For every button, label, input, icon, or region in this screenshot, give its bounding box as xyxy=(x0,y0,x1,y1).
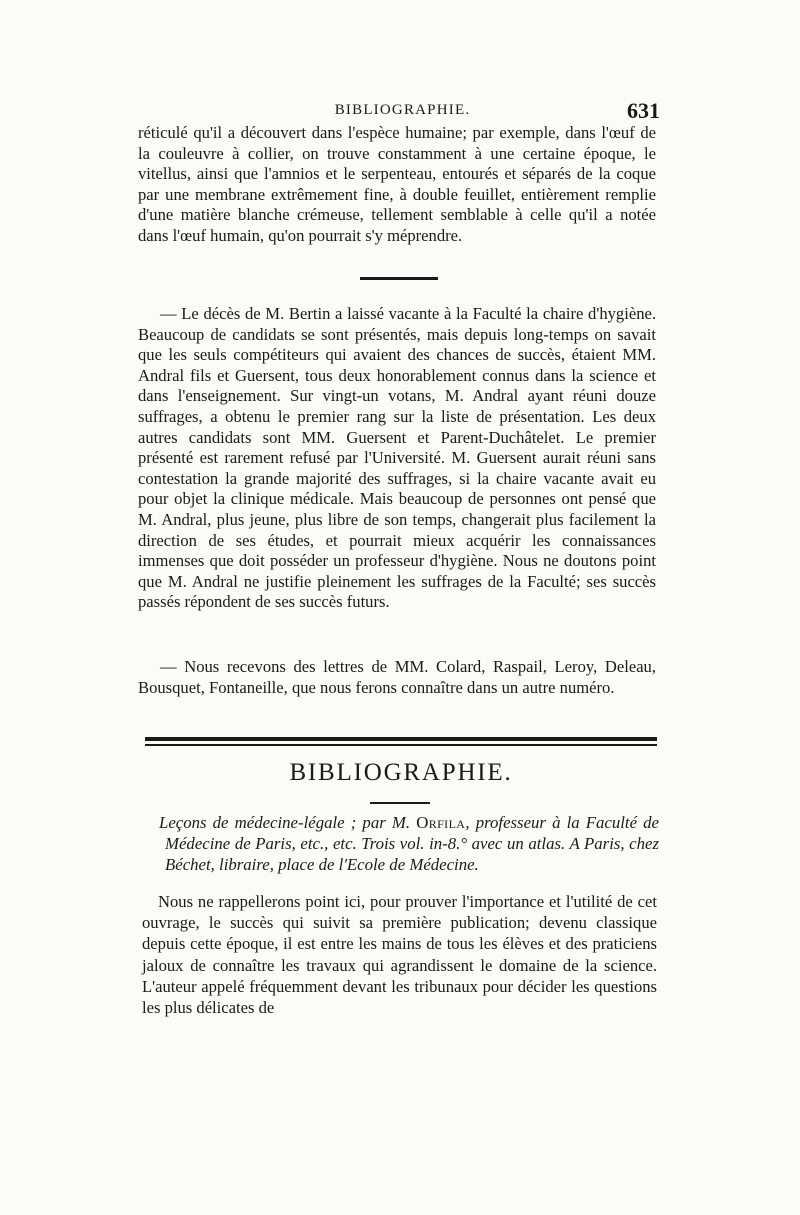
news-paragraph-letters: — Nous recevons des lettres de MM. Colard, Raspail, Leroy, Deleau, Bousquet, Fontaneille, que nous ferons connaître dans un autre numéro. xyxy=(138,657,656,697)
continued-paragraph: réticulé qu'il a découvert dans l'espèce humaine; par exemple, dans l'œuf de la couleuvre à collier, on trouve constamment à une certaine époque, le vitellus, ainsi que l'amnios et le serpenteau, entourés et séparés de la coque par une membrane extrêmement fine, à double feuillet, entièrement remplie d'une matière blanche crémeuse, tellement semblable à celle qu'il a notée dans l'œuf humain, qu'on pourrait s'y méprendre. xyxy=(138,123,656,245)
section-divider xyxy=(360,277,438,280)
section-heading: BIBLIOGRAPHIE. xyxy=(289,759,513,786)
book-details: , professeur à la Faculté de Médecine de Paris, etc., etc. Trois vol. in-8.° avec un atlas. A Paris, chez Béchet, libraire, place de l'Ecole de Médecine. xyxy=(165,813,659,874)
book-title: Leçons de médecine-légale ; par M. xyxy=(159,813,417,832)
book-citation xyxy=(145,812,659,875)
double-rule-divider xyxy=(145,737,657,746)
review-paragraph: Nous ne rappellerons point ici, pour prouver l'importance et l'utilité de cet ouvrage, le succès qui suivit sa première publication; devenu classique depuis cette époque, il est entre les mains de tous les élèves et des praticiens jaloux de connaître les travaux qui agrandissent le domaine de la science. L'auteur appelé fréquemment devant les tribunaux pour décider les questions les plus délicates de xyxy=(142,892,657,1018)
heading-underline xyxy=(370,802,430,804)
book-author: Orfila xyxy=(416,813,466,832)
page-number: 631 xyxy=(627,98,660,123)
running-title: BIBLIOGRAPHIE. xyxy=(334,102,471,118)
news-paragraph-faculty-chair: — Le décès de M. Bertin a laissé vacante à la Faculté la chaire d'hygiène. Beaucoup de candidats se sont présentés, mais depuis long-temps on savait que les seuls compétiteurs qui avaient des chances de succès, étaient MM. Andral fils et Guersent, tous deux honorablement connus dans la science et dans l'enseignement. Sur vingt-un votans, M. Andral ayant réuni douze suffrages, a obtenu le premier rang sur la liste de présentation. Les deux autres candidats sont MM. Guersent et Parent-Duchâtelet. Le premier présenté est rarement refusé par l'Université. M. Guersent aurait réuni sans contestation la grande majorité des suffrages, si la chaire vacante avait eu pour objet la clinique médicale. Mais beaucoup de personnes ont pensé que M. Andral, plus jeune, plus libre de son temps, changerait plus facilement la direction de ses études, et pourrait mieux acquérir les connaissances immenses que doit posséder un professeur d'hygiène. Nous ne doutons point que M. Andral ne justifie pleinement les suffrages de la Faculté; ses succès passés répondent de ses succès futurs. xyxy=(138,304,656,612)
